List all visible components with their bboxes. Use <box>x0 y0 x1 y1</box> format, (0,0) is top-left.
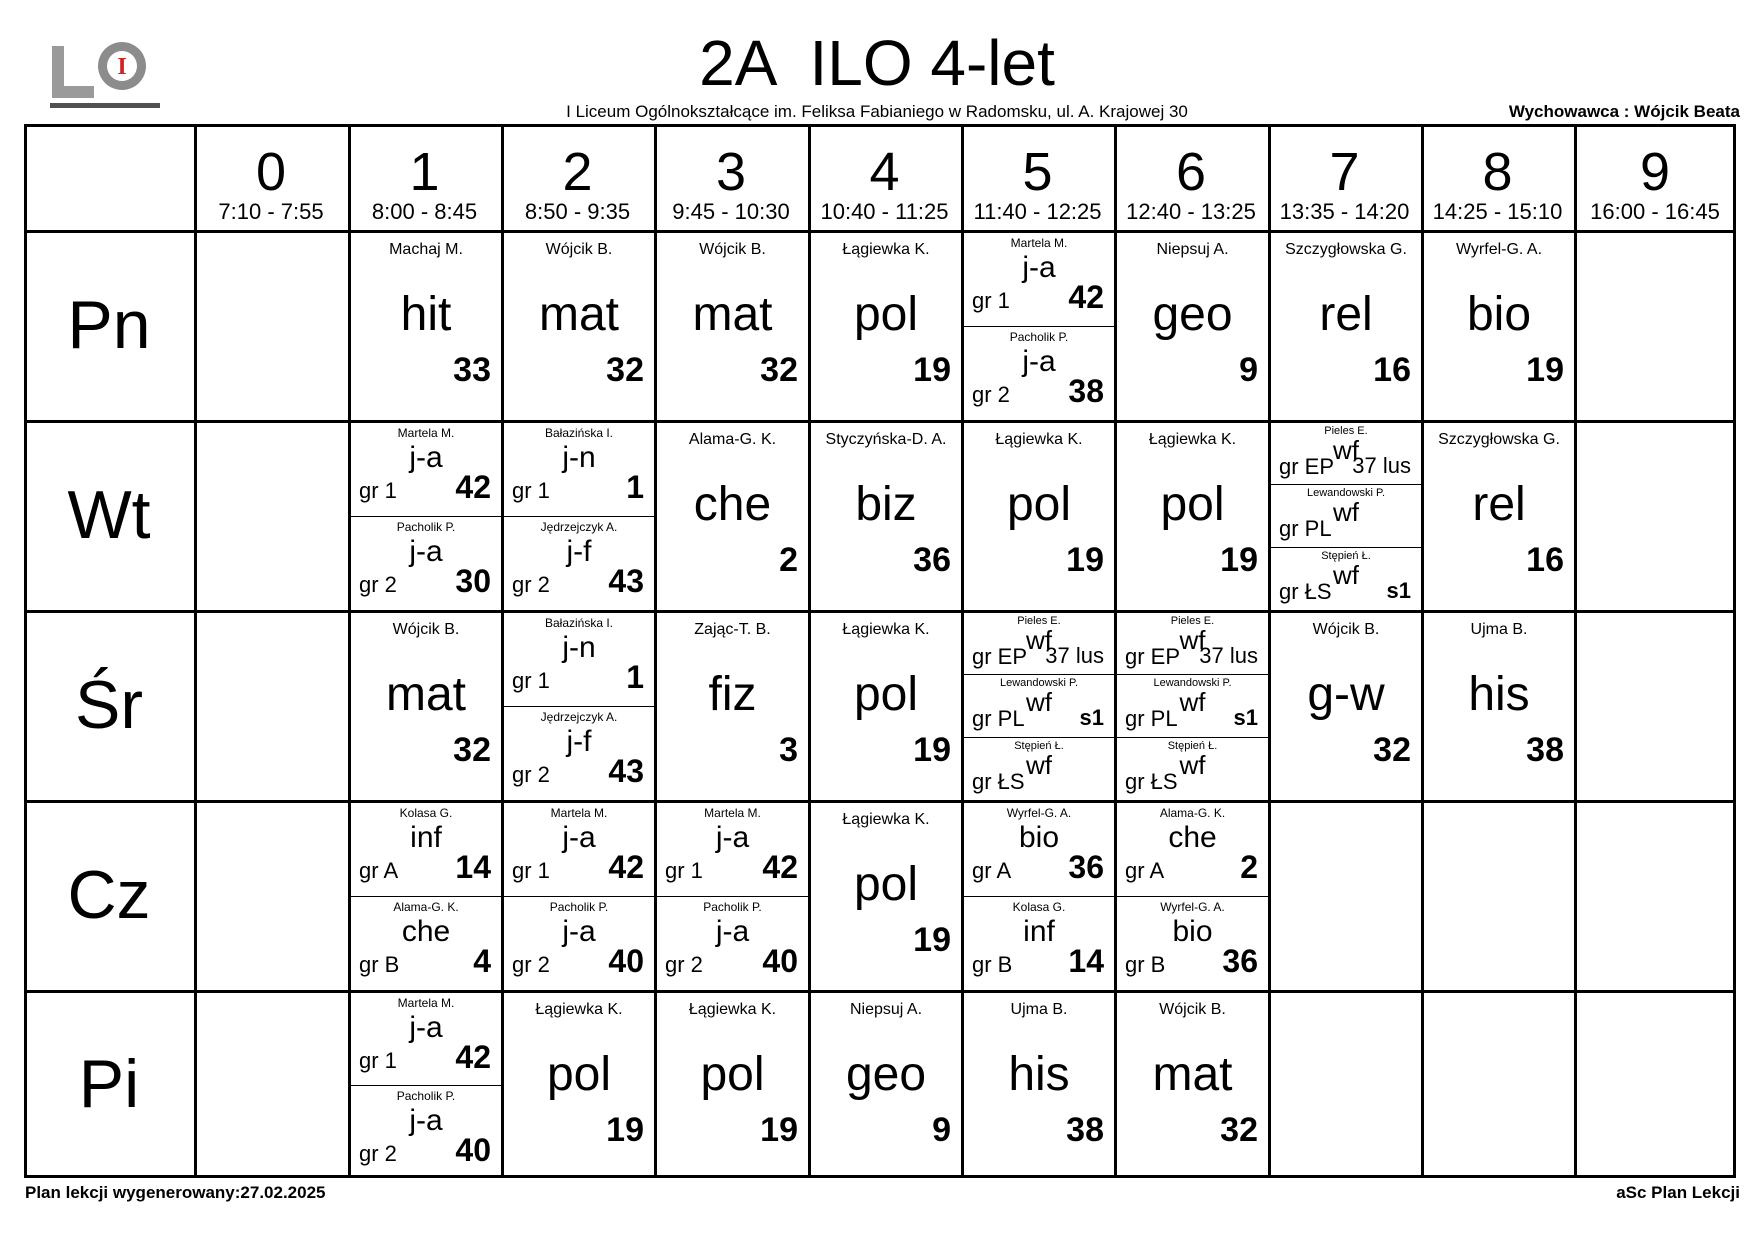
subject-name: wf <box>1179 687 1206 718</box>
lesson-cell[interactable] <box>964 233 1114 420</box>
teacher-name: Martela M. <box>397 426 455 440</box>
group-separator <box>351 896 501 897</box>
period-time: 14:25 - 15:10 <box>1432 199 1563 224</box>
group-label: gr ŁS <box>1125 768 1178 794</box>
subject-name: bio <box>1466 288 1532 341</box>
lesson-cell[interactable] <box>811 993 961 1178</box>
group-label: gr 2 <box>512 951 550 977</box>
subject-name: j-a <box>409 441 443 474</box>
group-separator <box>504 896 654 897</box>
teacher-name: Stępień Ł. <box>1321 549 1371 562</box>
subject-name: j-f <box>566 724 592 758</box>
group-separator <box>1117 737 1268 738</box>
period-header <box>1421 124 1574 230</box>
day-label: Pn <box>67 287 151 363</box>
room-number: 16 <box>1373 351 1411 389</box>
group-label: gr 1 <box>512 478 550 503</box>
period-time: 8:00 - 8:45 <box>371 199 478 224</box>
subject-name: pol <box>853 858 919 911</box>
subject-name: mat <box>692 288 773 341</box>
period-number: 2 <box>562 142 593 202</box>
group-label: gr 2 <box>972 381 1010 407</box>
group-label: gr ŁS <box>1279 578 1332 604</box>
period-header <box>808 124 961 230</box>
teacher-name: Lewandowski P. <box>1306 487 1386 500</box>
room-number: 42 <box>455 469 491 505</box>
subject-name: j-n <box>562 441 596 474</box>
subject-name: j-a <box>562 821 596 854</box>
school-name: I Liceum Ogólnokształcące im. Feliksa Fabianiego w Radomsku, ul. A. Krajowej 30 <box>566 102 1188 121</box>
grid-column-line <box>1733 124 1736 1178</box>
lesson-cell[interactable] <box>657 803 808 990</box>
subject-name: wf <box>1179 625 1206 655</box>
group-label: gr EP <box>1125 644 1181 669</box>
room-number: 38 <box>1068 372 1104 409</box>
room-number: 38 <box>1066 1111 1104 1149</box>
teacher-name: Bałazińska I. <box>544 426 614 440</box>
teacher-name: Zając-T. B. <box>694 621 771 638</box>
subject-name: wf <box>1333 559 1359 590</box>
lesson-cell[interactable] <box>811 803 961 990</box>
group-label: gr ŁS <box>972 768 1025 794</box>
group-label: gr A <box>972 858 1012 883</box>
period-number: 0 <box>255 142 287 202</box>
group-separator <box>1117 674 1268 675</box>
group-label: gr 2 <box>512 761 550 787</box>
room-number: 19 <box>760 1111 798 1149</box>
group-label: gr 1 <box>359 478 397 503</box>
group-label: gr 2 <box>665 951 703 977</box>
subject-name: pol <box>853 668 919 721</box>
subject-name: his <box>1008 1048 1070 1101</box>
group-label: gr 2 <box>512 571 550 597</box>
lesson-cell[interactable] <box>657 423 808 610</box>
room-number: 43 <box>608 562 644 599</box>
subject-name: fiz <box>708 668 757 721</box>
subject-name: mat <box>385 668 466 721</box>
subject-name: j-a <box>409 534 443 568</box>
lesson-cell[interactable] <box>504 993 654 1178</box>
lesson-cell[interactable] <box>1271 613 1421 800</box>
room-number: 40 <box>608 942 644 979</box>
teacher-name: Stępień Ł. <box>1167 739 1218 752</box>
subject-name: j-a <box>1022 344 1056 378</box>
teacher-name: Szczygłowska G. <box>1438 431 1560 448</box>
room-number: 37 lus <box>1045 643 1104 668</box>
subject-name: pol <box>546 1048 612 1101</box>
period-number: 3 <box>715 142 747 202</box>
group-separator <box>1271 547 1421 548</box>
subject-name: j-a <box>409 1011 443 1044</box>
teacher-name: Machaj M. <box>389 241 463 258</box>
period-time: 12:40 - 13:25 <box>1126 199 1256 224</box>
group-label: gr B <box>1125 951 1166 977</box>
subject-name: inf <box>410 821 442 854</box>
subject-name: wf <box>1333 497 1359 528</box>
room-number: 42 <box>608 849 644 885</box>
teacher-name: Wyrfel-G. A. <box>1160 899 1225 914</box>
subject-name: che <box>693 478 772 531</box>
subject-name: wf <box>1179 749 1206 780</box>
teacher-name: Kolasa G. <box>399 806 453 820</box>
period-header <box>194 124 348 230</box>
room-number: 32 <box>1220 1111 1258 1149</box>
room-number: 1 <box>626 469 644 505</box>
room-number: 40 <box>762 942 798 979</box>
day-label: Cz <box>67 857 151 933</box>
teacher-name: Wyrfel-G. A. <box>1455 241 1543 258</box>
teacher-name: Pieles E. <box>1324 425 1368 437</box>
room-number: s1 <box>1386 577 1411 603</box>
grid-column-line <box>194 124 197 1178</box>
teacher-name: Pacholik P. <box>703 899 762 914</box>
subject-name: wf <box>1026 625 1052 655</box>
subject-name: che <box>1168 821 1217 854</box>
group-separator <box>1271 484 1421 485</box>
subject-name: wf <box>1333 435 1359 465</box>
teacher-name: Wójcik B. <box>699 241 766 258</box>
day-label: Pi <box>78 1046 140 1122</box>
group-separator <box>964 674 1114 675</box>
period-header <box>961 124 1114 230</box>
group-label: gr B <box>972 951 1013 977</box>
group-separator <box>351 516 501 517</box>
group-separator <box>657 896 808 897</box>
group-label: gr A <box>1125 858 1165 883</box>
teacher-name: Martela M. <box>397 996 455 1010</box>
teacher-name: Pacholik P. <box>1009 329 1069 344</box>
teacher-name: Łągiewka K. <box>535 1001 623 1018</box>
lesson-cell[interactable] <box>1117 803 1268 990</box>
lesson-cell[interactable] <box>1117 993 1268 1178</box>
subject-name: j-a <box>562 914 596 948</box>
room-number: 43 <box>608 752 644 789</box>
room-number: 14 <box>1068 942 1104 979</box>
teacher-name: Bałazińska I. <box>544 616 614 630</box>
period-number: 8 <box>1482 142 1513 202</box>
lesson-cell[interactable] <box>657 993 808 1178</box>
teacher-name: Łągiewka K. <box>1148 431 1237 448</box>
room-number: 19 <box>913 731 951 769</box>
subject-name: j-f <box>566 534 592 568</box>
teacher-name: Jędrzejczyk A. <box>540 709 618 724</box>
lesson-cell[interactable] <box>1271 233 1421 420</box>
room-number: 14 <box>455 849 491 885</box>
subject-name: j-a <box>1022 251 1056 284</box>
lesson-cell[interactable] <box>351 613 501 800</box>
teacher-name: Wyrfel-G. A. <box>1006 806 1072 820</box>
group-separator <box>1117 896 1268 897</box>
teacher-name: Kolasa G. <box>1012 899 1066 914</box>
room-number: 16 <box>1526 541 1564 579</box>
lesson-cell[interactable] <box>1117 423 1268 610</box>
period-header <box>501 124 654 230</box>
lesson-cell[interactable] <box>811 423 961 610</box>
room-number: 40 <box>455 1131 491 1168</box>
subject-name: his <box>1468 668 1530 721</box>
teacher-name: Wójcik B. <box>1312 621 1380 638</box>
room-number: s1 <box>1079 705 1104 731</box>
lesson-cell[interactable] <box>351 233 501 420</box>
room-number: 36 <box>913 541 951 579</box>
room-number: 32 <box>453 731 491 769</box>
room-number: 19 <box>1066 541 1104 579</box>
lesson-cell[interactable] <box>504 803 654 990</box>
teacher-name: Lewandowski P. <box>1153 677 1232 690</box>
teacher-name: Alama-G. K. <box>688 431 777 448</box>
teacher-name: Łągiewka K. <box>842 241 930 258</box>
group-label: gr PL <box>1125 706 1178 732</box>
teacher-name: Ujma B. <box>1010 1001 1068 1018</box>
group-label: gr 2 <box>359 571 397 597</box>
teacher-name: Wójcik B. <box>545 241 613 258</box>
lesson-cell[interactable] <box>504 613 654 800</box>
subject-name: bio <box>1018 821 1060 854</box>
room-number: 42 <box>1068 279 1104 315</box>
lesson-cell[interactable] <box>657 233 808 420</box>
subject-name: geo <box>1152 288 1233 341</box>
period-header <box>1268 124 1421 230</box>
period-number: 9 <box>1639 142 1671 202</box>
day-label: Śr <box>75 667 143 743</box>
lesson-cell[interactable] <box>657 613 808 800</box>
teacher-name: Pacholik P. <box>396 519 456 534</box>
period-number: 4 <box>869 142 900 202</box>
period-time: 16:00 - 16:45 <box>1590 199 1720 224</box>
room-number: s1 <box>1233 705 1258 731</box>
subject-name: g-w <box>1307 668 1385 721</box>
subject-name: pol <box>1160 478 1225 531</box>
room-number: 19 <box>606 1111 644 1149</box>
subject-name: rel <box>1472 478 1526 531</box>
subject-name: wf <box>1026 687 1052 718</box>
lesson-cell[interactable] <box>1424 233 1574 420</box>
room-number: 37 lus <box>1352 453 1411 478</box>
period-header <box>1574 124 1736 230</box>
period-time: 13:35 - 14:20 <box>1279 199 1410 224</box>
room-number: 30 <box>455 562 491 599</box>
period-time: 8:50 - 9:35 <box>524 199 631 224</box>
lesson-cell[interactable] <box>1117 613 1268 800</box>
group-separator <box>504 516 654 517</box>
teacher-name: Niepsuj A. <box>849 1001 923 1018</box>
group-label: gr 1 <box>972 288 1010 313</box>
subject-name: mat <box>1152 1048 1233 1101</box>
period-time: 11:40 - 12:25 <box>973 199 1102 224</box>
teacher-name: Martela M. <box>704 806 761 820</box>
teacher-name: Pieles E. <box>1170 615 1215 627</box>
lesson-cell[interactable] <box>811 233 961 420</box>
subject-name: rel <box>1319 288 1373 341</box>
subject-name: j-a <box>715 914 750 948</box>
room-number: 2 <box>1240 849 1258 885</box>
room-number: 36 <box>1222 942 1258 979</box>
room-number: 32 <box>760 351 798 389</box>
room-number: 19 <box>1526 351 1564 389</box>
lesson-cell[interactable] <box>964 423 1114 610</box>
period-number: 6 <box>1175 142 1207 202</box>
subject-name: j-a <box>715 821 750 854</box>
subject-name: geo <box>845 1048 927 1101</box>
lesson-cell[interactable] <box>964 803 1114 990</box>
subject-name: j-n <box>562 631 596 664</box>
lesson-cell[interactable] <box>351 993 501 1178</box>
room-number: 32 <box>606 351 644 389</box>
group-label: gr 1 <box>512 858 550 883</box>
subject-name: inf <box>1023 914 1055 948</box>
lesson-cell[interactable] <box>964 613 1114 800</box>
teacher-name: Stępień Ł. <box>1014 739 1064 752</box>
lesson-cell[interactable] <box>1424 613 1574 800</box>
lesson-cell[interactable] <box>1424 423 1574 610</box>
subject-name: bio <box>1172 914 1213 948</box>
room-number: 4 <box>473 942 491 979</box>
lesson-cell[interactable] <box>351 423 501 610</box>
group-label: gr EP <box>972 644 1028 669</box>
lesson-cell[interactable] <box>1271 423 1421 610</box>
group-label: gr 1 <box>665 858 703 883</box>
period-time: 9:45 - 10:30 <box>672 199 790 224</box>
group-separator <box>964 737 1114 738</box>
subject-name: j-a <box>409 1103 443 1137</box>
room-number: 1 <box>626 659 644 695</box>
teacher-name: Ujma B. <box>1470 621 1528 638</box>
teacher-name: Styczyńska-D. A. <box>825 431 947 448</box>
room-number: 38 <box>1526 731 1564 769</box>
teacher-name: Niepsuj A. <box>1156 241 1229 258</box>
period-time: 10:40 - 11:25 <box>820 199 949 224</box>
lesson-cell[interactable] <box>351 803 501 990</box>
room-number: 32 <box>1373 731 1411 769</box>
software-credit: aSc Plan Lekcji <box>1616 1183 1740 1202</box>
timetable-grid <box>24 124 1736 1178</box>
subject-name: che <box>401 914 451 948</box>
room-number: 42 <box>455 1039 491 1075</box>
room-number: 19 <box>913 351 951 389</box>
subject-name: hit <box>400 288 452 341</box>
teacher-name: Wójcik B. <box>392 621 460 638</box>
form-teacher: Wychowawca : Wójcik Beata <box>1508 102 1740 121</box>
teacher-name: Martela M. <box>550 806 608 820</box>
generated-date: Plan lekcji wygenerowany:27.02.2025 <box>25 1183 326 1202</box>
room-number: 2 <box>779 541 798 579</box>
group-separator <box>504 706 654 707</box>
teacher-name: Jędrzejczyk A. <box>540 519 618 534</box>
group-label: gr PL <box>972 706 1025 732</box>
period-header <box>1114 124 1268 230</box>
page-title: 2A ILO 4-let <box>699 27 1055 99</box>
group-label: gr A <box>359 858 399 883</box>
teacher-name: Łągiewka K. <box>688 1001 777 1018</box>
lesson-cell[interactable] <box>1117 233 1268 420</box>
period-header <box>348 124 501 230</box>
grid-column-line <box>1574 124 1577 1178</box>
group-label: gr 2 <box>359 1140 397 1166</box>
room-number: 33 <box>453 351 491 389</box>
room-number: 36 <box>1068 849 1104 885</box>
teacher-name: Szczygłowska G. <box>1285 241 1407 258</box>
teacher-name: Łągiewka K. <box>842 621 930 638</box>
lesson-cell[interactable] <box>811 613 961 800</box>
group-separator <box>964 326 1114 327</box>
teacher-name: Pacholik P. <box>549 899 609 914</box>
period-time: 7:10 - 7:55 <box>218 199 324 224</box>
period-number: 1 <box>409 142 440 202</box>
subject-name: pol <box>700 1048 765 1101</box>
room-number: 19 <box>913 921 951 959</box>
room-number: 9 <box>932 1111 951 1149</box>
lesson-cell[interactable] <box>504 233 654 420</box>
teacher-name: Łągiewka K. <box>842 811 930 828</box>
group-label: gr EP <box>1279 454 1335 479</box>
teacher-name: Wójcik B. <box>1159 1001 1226 1018</box>
room-number: 19 <box>1220 541 1258 579</box>
day-label: Wt <box>67 477 151 553</box>
room-number: 42 <box>762 849 798 885</box>
teacher-name: Łągiewka K. <box>995 431 1083 448</box>
room-number: 37 lus <box>1199 643 1258 668</box>
teacher-name: Lewandowski P. <box>999 677 1079 690</box>
group-label: gr 1 <box>359 1048 397 1073</box>
group-separator <box>964 896 1114 897</box>
subject-name: wf <box>1026 749 1052 780</box>
teacher-name: Alama-G. K. <box>393 899 459 914</box>
lesson-cell[interactable] <box>504 423 654 610</box>
teacher-name: Alama-G. K. <box>1159 806 1226 820</box>
teacher-name: Pieles E. <box>1017 615 1061 627</box>
room-number: 9 <box>1239 351 1258 389</box>
subject-name: pol <box>853 288 919 341</box>
period-number: 5 <box>1022 142 1053 202</box>
subject-name: biz <box>855 478 917 531</box>
svg-text:I: I <box>117 54 127 80</box>
group-label: gr PL <box>1279 516 1332 542</box>
group-label: gr 1 <box>512 668 550 693</box>
subject-name: mat <box>538 288 619 341</box>
lesson-cell[interactable] <box>964 993 1114 1178</box>
group-label: gr B <box>359 951 400 977</box>
period-header <box>654 124 808 230</box>
period-number: 7 <box>1329 142 1360 202</box>
subject-name: pol <box>1006 478 1072 531</box>
group-separator <box>351 1085 501 1086</box>
teacher-name: Pacholik P. <box>396 1088 456 1103</box>
teacher-name: Martela M. <box>1010 236 1068 250</box>
room-number: 3 <box>779 731 798 769</box>
